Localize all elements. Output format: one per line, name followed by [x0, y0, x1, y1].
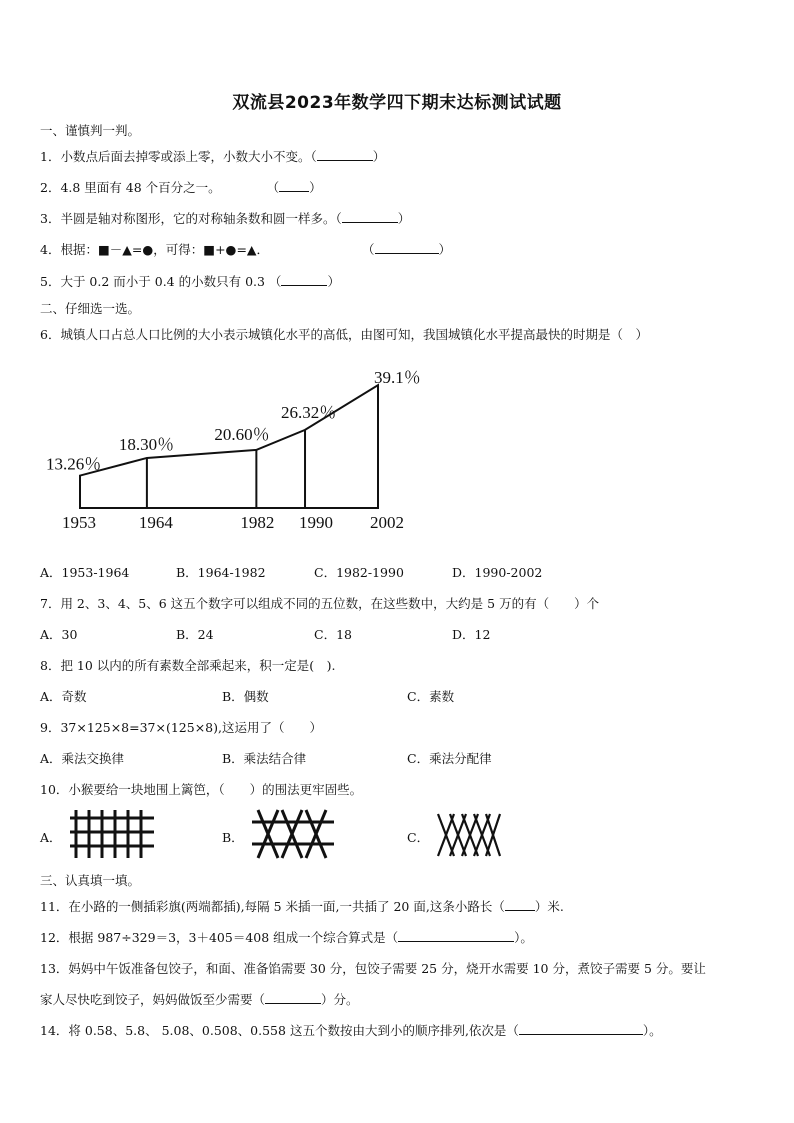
question-1-text: 1．小数点后面去掉零或添上零，小数大小不变。（: [40, 149, 317, 164]
question-10: 10．小猴要给一块地围上篱笆，（ ）的围法更牢固些。: [40, 782, 363, 797]
question-13-line-2: [40, 990, 359, 1008]
question-2-text: 2．4.8 里面有 48 个百分之一。: [40, 180, 221, 195]
question-8: 8．把 10 以内的所有素数全部乘起来，积一定是( ).: [40, 658, 336, 673]
question-12: [40, 928, 533, 946]
q7-option-d[interactable]: D．12: [452, 627, 491, 642]
q6-option-c[interactable]: C．1982-1990: [314, 565, 404, 580]
answer-blank[interactable]: [281, 273, 327, 286]
question-9: 9．37×125×8=37×(125×8),这运用了（ ）: [40, 720, 322, 735]
urbanization-chart: [0, 360, 794, 540]
fence-cross-rail-icon: [250, 808, 336, 860]
q9-option-b[interactable]: B．乘法结合律: [222, 751, 307, 766]
q6-option-a[interactable]: A．1953-1964: [40, 565, 130, 580]
question-4-paren-open: （: [362, 242, 375, 257]
question-4-end: ）: [438, 242, 452, 257]
question-7: 7．用 2、3、4、5、6 这五个数字可以组成不同的五位数，在这些数中，大约是 5 万的有（ ）个: [40, 596, 600, 611]
answer-blank[interactable]: [279, 179, 309, 192]
page-title: 双流县2023年数学四下期末达标测试试题: [232, 93, 562, 113]
answer-blank[interactable]: [519, 1022, 643, 1035]
chart-tick-label: 1990: [299, 513, 334, 532]
section-heading-2: 二、仔细选一选。: [40, 301, 141, 316]
question-14-end: ）。: [642, 1023, 662, 1038]
answer-blank[interactable]: [375, 241, 439, 254]
q7-option-c[interactable]: C．18: [314, 627, 352, 642]
q8-option-b[interactable]: B．偶数: [222, 689, 269, 704]
chart-value-label: 13.26％: [46, 454, 102, 474]
answer-blank[interactable]: [265, 991, 321, 1004]
question-4-answer: [362, 240, 451, 258]
question-2-paren-open: （: [266, 180, 280, 195]
question-4: [40, 240, 269, 258]
question-1: [40, 147, 385, 165]
chart-value-label: 39.1％: [374, 368, 421, 388]
question-3: [40, 209, 410, 227]
question-12-text: 12．根据 987÷329＝3，3＋405＝408 组成一个综合算式是（: [40, 930, 399, 945]
question-3-end: ）: [397, 211, 411, 226]
question-2: [40, 178, 322, 196]
question-11: [40, 897, 564, 915]
fence-grid-icon: [68, 808, 158, 860]
chart-tick-label: 1964: [138, 513, 173, 532]
answer-blank[interactable]: [505, 898, 535, 911]
q8-option-c[interactable]: C．素数: [407, 689, 455, 704]
question-5-end: ）: [327, 274, 340, 289]
question-13-text: 家人尽快吃到饺子，妈妈做饭至少需要（: [40, 992, 266, 1007]
question-12-end: ）。: [514, 930, 533, 945]
chart-value-label: 20.60％: [214, 424, 270, 444]
answer-blank[interactable]: [342, 210, 398, 223]
question-1-end: ）: [372, 149, 386, 164]
q9-option-c[interactable]: C．乘法分配律: [407, 751, 492, 766]
question-13-end: ）分。: [321, 992, 359, 1007]
answer-blank[interactable]: [317, 148, 373, 161]
chart-value-label: 26.32％: [281, 402, 337, 422]
question-3-text: 3．半圆是轴对称图形，它的对称轴条数和圆一样多。（: [40, 211, 342, 226]
section-heading-3: 三、认真填一填。: [40, 873, 141, 888]
q7-option-a[interactable]: A．30: [40, 627, 78, 642]
question-14-text: 14．将 0.58、5.8、 5.08、0.508、0.558 这五个数按由大到小的顺序排列,依次是（: [40, 1023, 519, 1038]
section-heading-1: 一、谨慎判一判。: [40, 123, 141, 138]
q9-option-a[interactable]: A．乘法交换律: [40, 751, 125, 766]
question-2-end: ）: [309, 180, 322, 195]
q6-option-d[interactable]: D．1990-2002: [452, 565, 543, 580]
chart-tick-label: 2002: [370, 513, 404, 532]
question-11-end: ）米.: [534, 899, 564, 914]
answer-blank[interactable]: [398, 929, 514, 942]
chart-tick-label: 1953: [62, 513, 96, 532]
question-4-text: 4．根据：■－▲=●，可得：■+●=▲．: [40, 242, 270, 257]
question-6: 6．城镇人口占总人口比例的大小表示城镇化水平的高低，由图可知，我国城镇化水平提高最快的时期是（ ）: [40, 327, 648, 342]
question-5-text: 5．大于 0.2 而小于 0.4 的小数只有 0.3 （: [40, 274, 282, 289]
q10-option-b[interactable]: B．: [222, 830, 244, 845]
chart-value-label: 18.30％: [118, 434, 175, 454]
q7-option-b[interactable]: B．24: [176, 627, 214, 642]
question-14: [40, 1021, 662, 1039]
chart-tick-label: 1982: [240, 513, 275, 532]
question-13-line-1: 13．妈妈中午饭准备包饺子，和面、准备馅需要 30 分，包饺子需要 25 分，烧开水需要 10 分，煮饺子需要 5 分。要让: [40, 961, 706, 976]
fence-diagonal-icon: [434, 812, 504, 858]
q6-option-b[interactable]: B．1964-1982: [176, 565, 266, 580]
question-5: [40, 272, 340, 290]
q10-option-a[interactable]: A．: [40, 830, 62, 845]
q8-option-a[interactable]: A．奇数: [40, 689, 87, 704]
q10-option-c[interactable]: C．: [407, 830, 430, 845]
question-11-text: 11．在小路的一侧插彩旗(两端都插),每隔 5 米插一面,一共插了 20 面,这条小路长（: [40, 899, 505, 914]
